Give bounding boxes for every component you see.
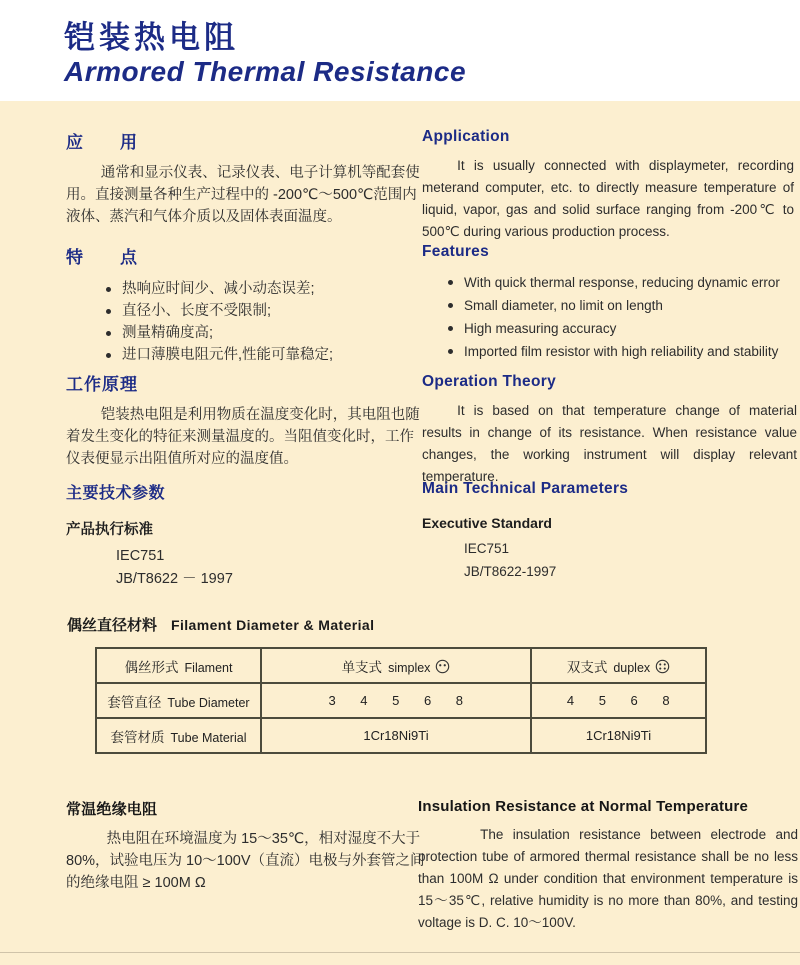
material-label-zh: 套管材质 — [110, 729, 165, 745]
simplex-material-cell: 1Cr18Ni9Ti — [261, 718, 531, 753]
standard-item: JB/T8622-1997 — [464, 564, 557, 579]
list-item: With quick thermal response, reducing dynamic error — [446, 271, 800, 294]
section-operation-en — [422, 373, 797, 488]
list-item: Small diameter, no limit on length — [446, 294, 800, 317]
simplex-label-zh: 单支式 — [341, 659, 383, 675]
standard-item: IEC751 — [464, 541, 510, 556]
parameters-en-heading: Main Technical Parameters — [422, 480, 629, 497]
duplex-header-cell — [531, 648, 706, 683]
section-application-en — [422, 128, 794, 243]
list-item: 热响应时间少、减小动态误差; — [104, 278, 421, 300]
material-label-en: Tube Material — [170, 730, 247, 745]
section-parameters-zh — [66, 480, 421, 591]
list-item: 直径小、长度不受限制; — [104, 300, 421, 322]
table-row — [96, 683, 706, 718]
features-zh-list — [66, 278, 421, 366]
table-row — [96, 718, 706, 753]
duplex-material-cell: 1Cr18Ni9Ti — [531, 718, 706, 753]
filament-label-en: Filament — [184, 660, 233, 675]
section-operation-zh — [66, 370, 421, 470]
simplex-cross-section-icon — [435, 659, 450, 674]
operation-en-heading: Operation Theory — [422, 373, 556, 390]
duplex-label-en: duplex — [613, 660, 651, 675]
filament-label-cell — [96, 648, 261, 683]
insulation-zh-body: 热电阻在环境温度为 15～35℃，相对湿度不大于80%，试验电压为 10～100V（直流）电极与外套管之间的绝缘电阻 ≥ 100M Ω — [66, 831, 425, 891]
duplex-label-zh: 双支式 — [566, 659, 608, 675]
section-insulation-zh — [66, 798, 434, 894]
table-row — [96, 648, 706, 683]
features-en-heading: Features — [422, 243, 490, 260]
section-features-en — [422, 243, 800, 363]
diameter-label-cell — [96, 683, 261, 718]
insulation-en-body: The insulation resistance between electrode and protection tube of armored thermal resistance shall be no less than 100M Ω under condition that environment temperature is 15～35℃, relative humidity is no more than 80%, and testing voltage is D. C. 10～100V. — [418, 827, 798, 930]
bottom-divider — [0, 952, 800, 953]
operation-zh-body: 铠装热电阻是利用物质在温度变化时，其电阻也随着发生变化的特征来测量温度的。当阻值变化时，工作仪表便显示出阻值所对应的温度值。 — [66, 407, 420, 467]
page-title-en: Armored Thermal Resistance — [64, 56, 467, 87]
simplex-header-cell — [261, 648, 531, 683]
diameter-label-en: Tube Diameter — [167, 695, 250, 710]
list-item: 进口薄膜电阻元件,性能可靠稳定; — [104, 344, 421, 366]
application-zh-heading: 应 用 — [66, 133, 138, 152]
material-label-cell — [96, 718, 261, 753]
diameter-label-zh: 套管直径 — [107, 694, 162, 710]
operation-en-body: It is based on that temperature change of material results in change of its resistance. When resistance value changes, the working instrument will display relevant temperature. — [422, 403, 797, 484]
section-insulation-en — [418, 798, 798, 934]
insulation-zh-heading: 常温绝缘电阻 — [66, 801, 158, 818]
list-item: 测量精确度高; — [104, 322, 421, 344]
filament-label-zh: 偶丝形式 — [124, 659, 179, 675]
duplex-cross-section-icon — [655, 659, 670, 674]
features-en-list — [422, 271, 800, 363]
standards-en-list — [422, 537, 797, 583]
list-item: High measuring accuracy — [446, 317, 800, 340]
application-zh-body: 通常和显示仪表、记录仪表、电子计算机等配套使用。直接测量各种生产过程中的 -200℃～500℃范围内液体、蒸汽和气体介质以及固体表面温度。 — [66, 165, 420, 225]
application-en-heading: Application — [422, 128, 510, 145]
filament-table-heading — [67, 614, 374, 635]
filament-heading-en: Filament Diameter & Material — [171, 617, 375, 633]
list-item: Imported film resistor with high reliability and stability — [446, 340, 800, 363]
section-parameters-en — [422, 480, 797, 583]
standard-item: IEC751 — [116, 548, 165, 564]
standards-zh-list — [66, 545, 421, 591]
page-title-zh: 铠装热电阻 — [64, 20, 239, 55]
filament-heading-zh: 偶丝直径材料 — [67, 617, 158, 634]
simplex-diameters-cell: 3 4 5 6 8 — [261, 683, 531, 718]
filament-spec-table — [95, 647, 707, 754]
application-en-body: It is usually connected with displaymeter, recording meterand computer, etc. to directly measure temperature of liquid, vapor, gas and solid surface ranging from -200℃ to 500℃ during various production process. — [422, 158, 794, 239]
parameters-zh-heading: 主要技术参数 — [66, 485, 166, 502]
section-application-zh — [66, 128, 421, 228]
duplex-diameters-cell: 4 5 6 8 — [531, 683, 706, 718]
executive-standard-zh-label: 产品执行标准 — [66, 522, 153, 538]
insulation-en-heading: Insulation Resistance at Normal Temperature — [418, 798, 749, 815]
features-zh-heading: 特 点 — [66, 248, 138, 267]
page-header — [0, 0, 800, 101]
executive-standard-en-label: Executive Standard — [422, 515, 552, 531]
standard-item: JB/T8622 － 1997 — [116, 571, 233, 587]
simplex-label-en: simplex — [388, 660, 431, 675]
section-features-zh — [66, 243, 421, 366]
operation-zh-heading: 工作原理 — [66, 375, 138, 394]
